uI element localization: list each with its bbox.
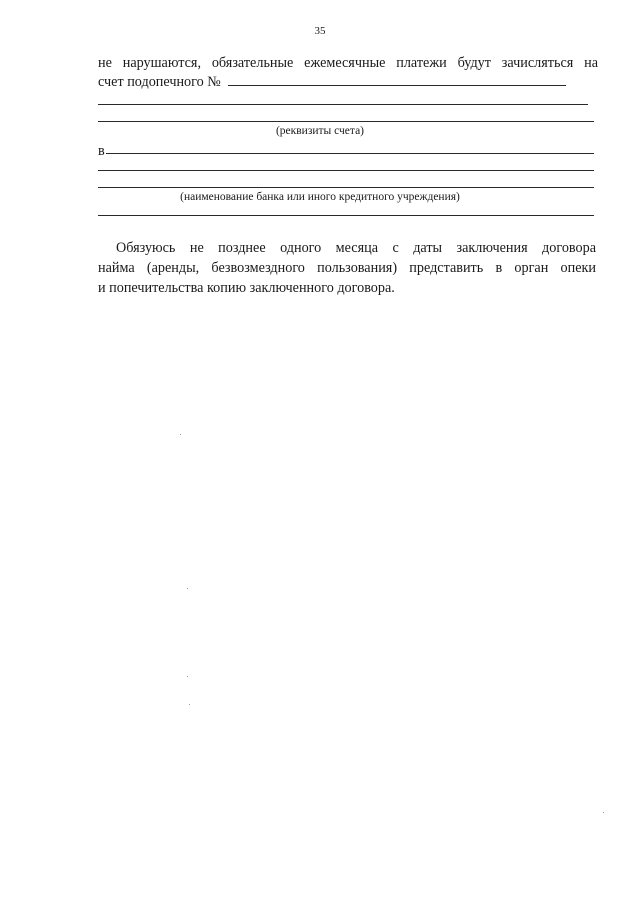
scan-speck bbox=[189, 704, 190, 705]
obligation-line-1: Обязуюсь не позднее одного месяца с даты заключения договора bbox=[116, 240, 596, 256]
scan-speck bbox=[180, 434, 181, 435]
page-number: 35 bbox=[314, 25, 326, 37]
bank-name-rule-2[interactable] bbox=[98, 170, 594, 171]
bank-name-rule-3[interactable] bbox=[98, 187, 594, 188]
scan-speck bbox=[187, 676, 188, 677]
obligation-line-2: найма (аренды, безвозмездного пользования) представить в орган опеки bbox=[98, 260, 596, 276]
text-line-account-number bbox=[98, 73, 598, 91]
scan-speck bbox=[187, 588, 188, 589]
account-number-blank[interactable] bbox=[228, 73, 566, 86]
scan-speck bbox=[603, 812, 604, 813]
account-details-caption: (реквизиты счета) bbox=[275, 125, 365, 137]
bank-prefix-label: в bbox=[98, 143, 105, 159]
bank-name-rule-4[interactable] bbox=[98, 215, 594, 216]
account-details-rule-2[interactable] bbox=[98, 121, 594, 122]
text-line-payments: не нарушаются, обязательные ежемесячные платежи будут зачисляться на bbox=[98, 55, 598, 71]
account-details-rule-1[interactable] bbox=[98, 104, 588, 105]
bank-name-rule-1[interactable] bbox=[106, 153, 594, 154]
text-line-bank bbox=[98, 142, 598, 160]
bank-name-caption: (наименование банка или иного кредитного учреждения) bbox=[180, 191, 460, 203]
obligation-line-3: и попечительства копию заключенного договора. bbox=[98, 280, 395, 296]
account-number-label: счет подопечного № bbox=[98, 74, 221, 90]
obligation-paragraph bbox=[98, 238, 596, 298]
